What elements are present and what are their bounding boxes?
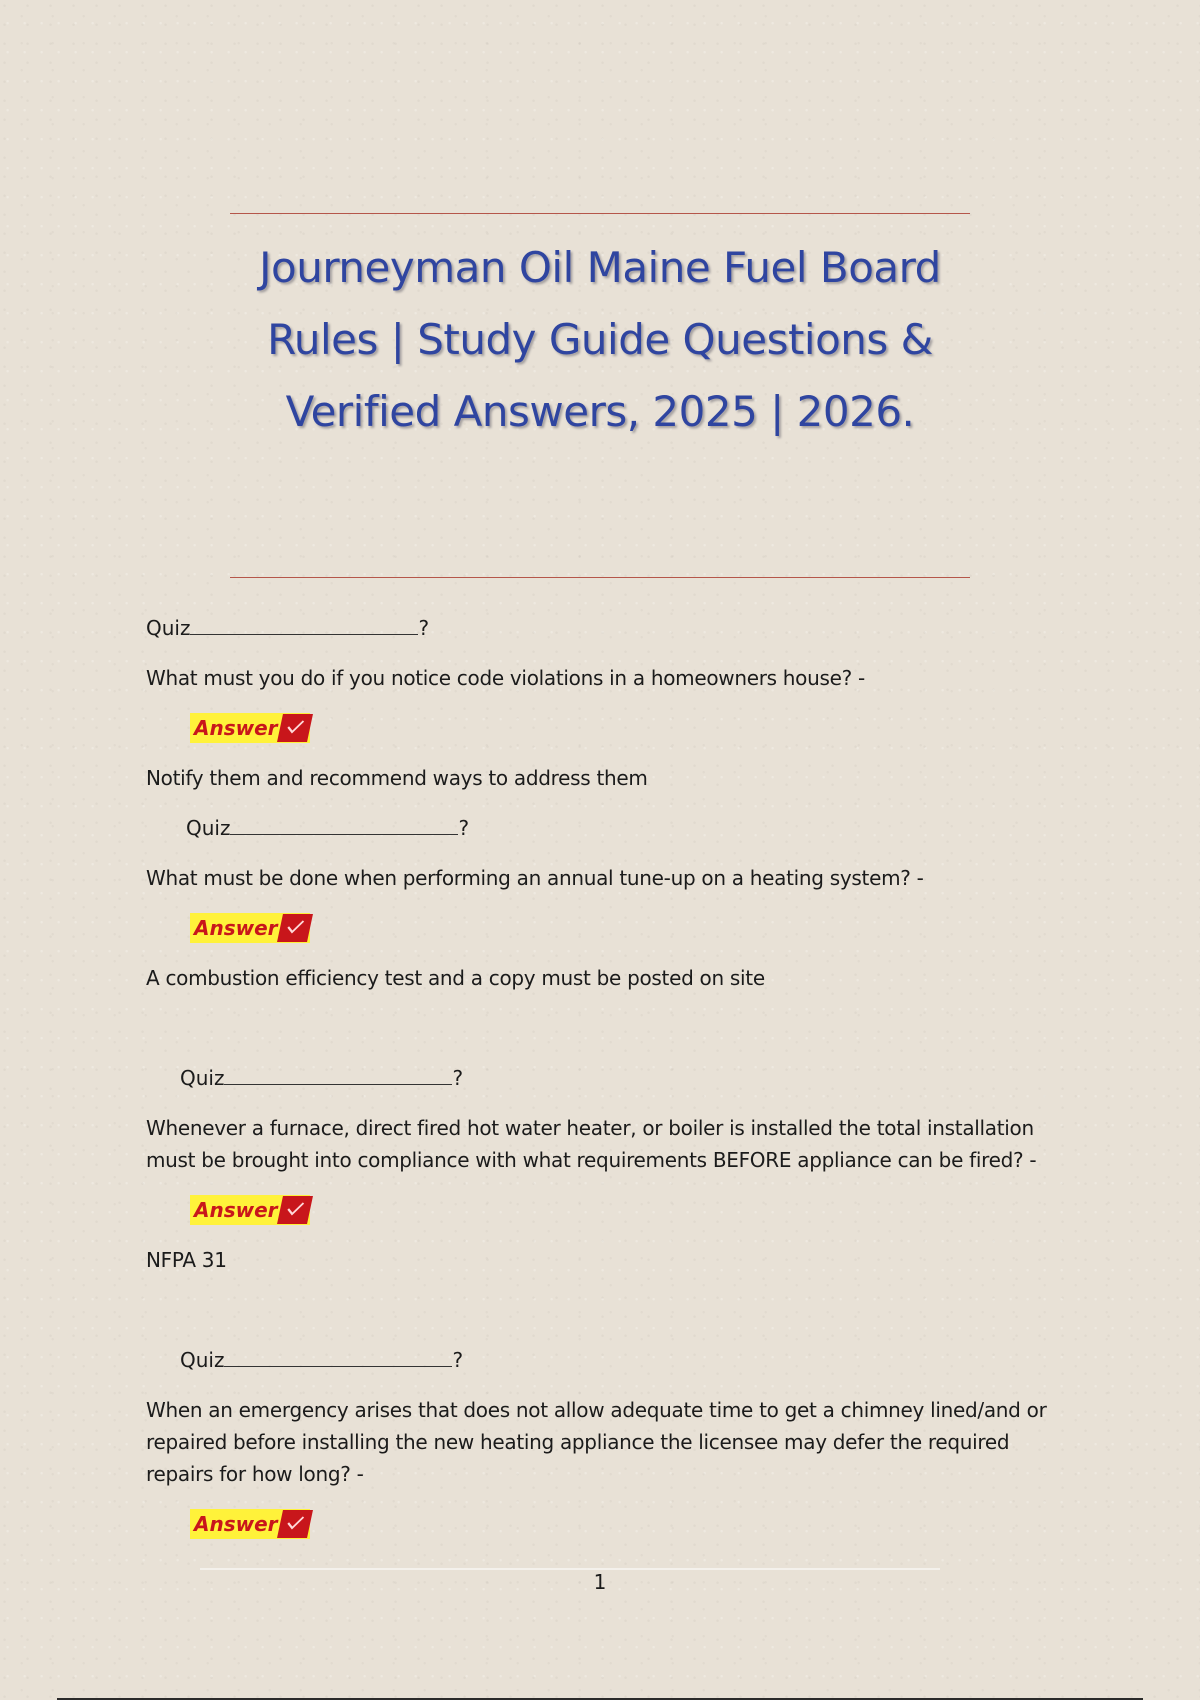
document-title: Journeyman Oil Maine Fuel Board Rules | Study Guide Questions & Verified Answers, 2025 | 2026. [259, 243, 941, 436]
quiz-label: Quiz [180, 1348, 225, 1372]
quiz-heading [186, 812, 1066, 844]
check-mark-icon [277, 1510, 313, 1538]
check-mark-icon [277, 714, 313, 742]
quiz-blank [224, 1064, 452, 1085]
page-number: 1 [593, 1570, 607, 1594]
question-text: What must be done when performing an annual tune-up on a heating system? - [146, 866, 924, 890]
quiz-blank [230, 814, 458, 835]
answer-text: A combustion efficiency test and a copy must be posted on site [146, 966, 765, 990]
check-mark-icon [277, 914, 313, 942]
spacer [146, 1294, 1066, 1344]
question-text: What must you do if you notice code violations in a homeowners house? - [146, 666, 865, 690]
title-bottom-rule [230, 577, 970, 578]
answer-label-row [190, 1508, 1066, 1542]
answer-text: NFPA 31 [146, 1248, 227, 1272]
quiz-suffix: ? [452, 1348, 464, 1372]
answer-label: Answer [194, 1512, 278, 1536]
answer-text: Notify them and recommend ways to address them [146, 766, 648, 790]
answer-label-row [190, 712, 1066, 746]
answer-badge [190, 1509, 310, 1539]
question-text: When an emergency arises that does not allow adequate time to get a chimney lined/and or repaired before installing the new heating appliance the licensee may defer the required repairs for how long? - [146, 1398, 1047, 1486]
quiz-suffix: ? [458, 816, 470, 840]
answer-badge [190, 913, 310, 943]
spacer [146, 1012, 1066, 1062]
qa-list [146, 612, 1066, 1558]
quiz-heading [180, 1344, 1066, 1376]
answer-label-row [190, 912, 1066, 946]
quiz-label: Quiz [146, 616, 191, 640]
answer-badge [190, 713, 310, 743]
quiz-label: Quiz [186, 816, 231, 840]
answer-label-row [190, 1194, 1066, 1228]
quiz-heading [146, 612, 1066, 644]
question-text: Whenever a furnace, direct fired hot water heater, or boiler is installed the total installation must be brought into compliance with what requirements BEFORE appliance can be fired? - [146, 1116, 1037, 1172]
answer-label: Answer [194, 916, 278, 940]
quiz-suffix: ? [418, 616, 430, 640]
title-top-rule [230, 213, 970, 214]
quiz-label: Quiz [180, 1066, 225, 1090]
quiz-blank [224, 1346, 452, 1367]
answer-label: Answer [194, 716, 278, 740]
answer-label: Answer [194, 1198, 278, 1222]
quiz-suffix: ? [452, 1066, 464, 1090]
quiz-heading [180, 1062, 1066, 1094]
quiz-blank [190, 614, 418, 635]
answer-badge [190, 1195, 310, 1225]
check-mark-icon [277, 1196, 313, 1224]
